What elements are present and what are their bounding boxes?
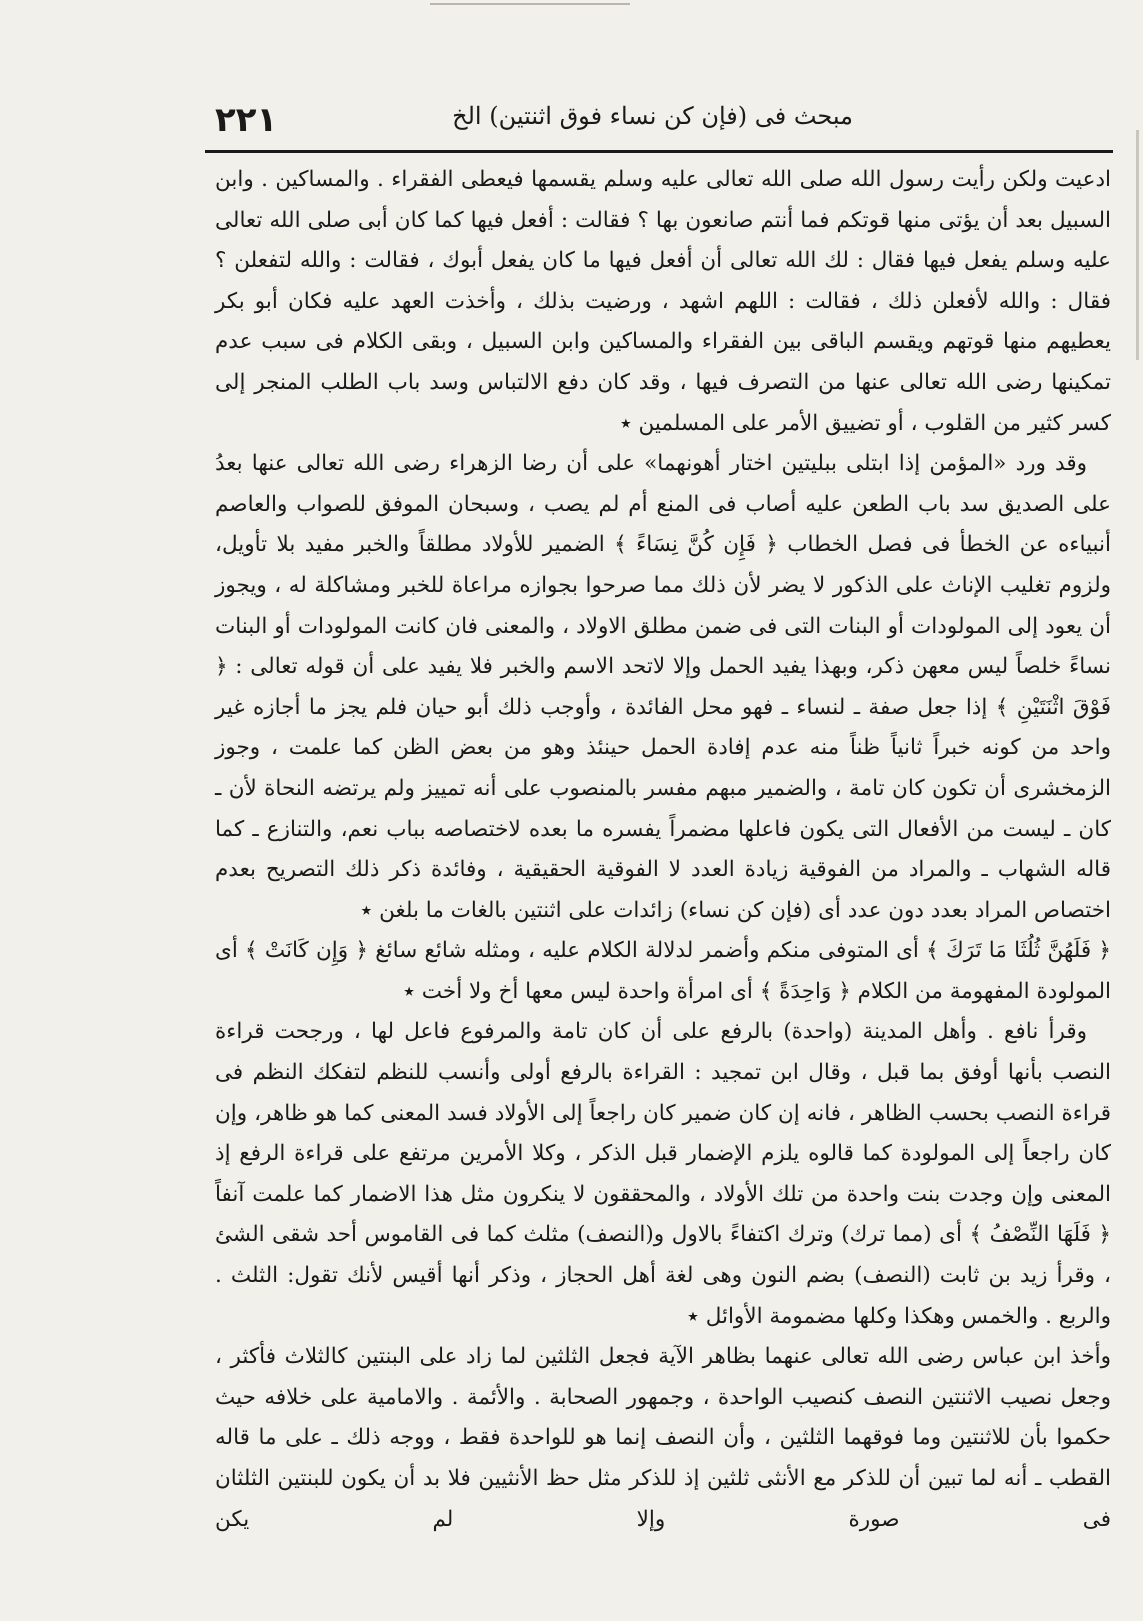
paragraph: ادعيت ولكن رأيت رسول الله صلى الله تعالى عليه وسلم يقسمها فيعطى الفقراء . والمساكين . وابن السبيل بعد أن يؤتى منها قوتكم فما أنتم صانعون بها ؟ فقالت : أفعل فيها كما كان أبى صلى الله تعالى عليه وسلم يفعل فيها فقال : لك الله تعالى أن أفعل فيها ما كان يفعل أبوك ، فقالت : والله لتفعلن ؟ فقال : والله لأفعلن ذلك ، فقالت : اللهم اشهد ، ورضيت بذلك ، وأخذت العهد عليه فكان أبو بكر يعطيهم منها قوتهم ويقسم الباقى بين الفقراء والمساكين وابن السبيل ، وبقى الكلام فى سبب عدم تمكينها رضى الله تعالى عنها من التصرف فيها ، وقد كان دفع الالتباس وسد باب الطلب المنجر إلى كسر كثير من القلوب ، أو تضييق الأمر على المسلمين ٭ [215,167,1111,436]
paragraph: وأخذ ابن عباس رضى الله تعالى عنهما بظاهر الآية فجعل الثلثين لما زاد على البنتين كالثلاث فأكثر ، وجعل نصيب الاثنتين النصف كنصيب الواحدة ، وجمهور الصحابة . والأئمة . والامامية على خلافه حيث حكموا بأن للاثنتين وما فوقهما الثلثين ، وأن النصف إنما هو للواحدة فقط ، ووجه ذلك ـ على ما قاله القطب ـ أنه لما تبين أن للذكر مع الأنثى ثلثين إذ للذكر مثل حظ الأنثيين فلا بد أن يكون للبنتين الثلثان فى صورة وإلا لم يكن [215,1344,1111,1532]
scan-edge-line [430,3,630,5]
paragraph: وقد ورد «المؤمن إذا ابتلى ببليتين اختار أهونهما» على أن رضا الزهراء رضى الله تعالى عنها بعدُ على الصديق سد باب الطعن عليه أصاب فى المنع أم لم يصب ، وسبحان الموفق للصواب والعاصم أنبياءه عن الخطأ فى فصل الخطاب ﴿ فَإِن كُنَّ نِسَاءً ﴾ الضمير للأولاد مطلقاً والخبر مفيد بلا تأويل، ولزوم تغليب الإناث على الذكور لا يضر لأن ذلك مما صرحوا بجوازه مراعاة للخبر ومشاكلة له ، ويجوز أن يعود إلى المولودات أو البنات التى فى ضمن مطلق الاولاد ، والمعنى فان كانت المولودات أو البنات نساءً خلصاً ليس معهن ذكر، وبهذا يفيد الحمل وإلا لاتحد الاسم والخبر فلا يفيد على أن قوله تعالى : ﴿ فَوْقَ اثْنَتَيْنِ ﴾ إذا جعل صفة ـ لنساء ـ فهو محل الفائدة ، وأوجب ذلك أبو حيان فلم يجز ما أجازه غير واحد من كونه خبراً ثانياً ظناً منه عدم إفادة الحمل حينئذ وهو من بعض الظن كما علمت ، وجوز الزمخشرى أن تكون كان تامة ، والضمير مبهم مفسر بالمنصوب على أنه تمييز ولم يرتضه النحاة لأن ـ كان ـ ليست من الأفعال التى يكون فاعلها مضمراً يفسره ما بعده لاختصاصه بباب نعم، والتنازع ـ كما قاله الشهاب ـ والمراد من الفوقية زيادة العدد لا الفوقية الحقيقية ، وفائدة ذكر ذلك التصريح بعدم اختصاص المراد بعدد دون عدد أى (فإن كن نساء) زائدات على اثنتين بالغات ما بلغن ٭ [215,451,1111,923]
running-title: مبحث فى (فإن كن نساء فوق اثنتين) الخ [452,102,853,130]
paragraph: ﴿ فَلَهُنَّ ثُلُثَا مَا تَرَكَ ﴾ أى المتوفى منكم وأضمر لدلالة الكلام عليه ، ومثله شائع سائغ ﴿ وَإِن كَانَتْ ﴾ أى المولودة المفهومة من الكلام ﴿ وَاحِدَةً ﴾ أى امرأة واحدة ليس معها أخ ولا أخت ٭ [215,938,1111,1004]
header-rule [205,150,1113,153]
main-text [215,160,1111,1540]
scan-edge-shadow [1136,130,1139,360]
page-number: ٢٢١ [215,100,278,140]
page-header [205,92,1113,154]
paragraph: وقرأ نافع . وأهل المدينة (واحدة) بالرفع على أن كان تامة والمرفوع فاعل لها ، ورجحت قراءة النصب بأنها أوفق بما قبل ، وقال ابن تمجيد : القراءة بالرفع أولى وأنسب للنظم لتفكك النظم فى قراءة النصب بحسب الظاهر ، فانه إن كان ضمير كان راجعاً إلى الأولاد فسد المعنى كما هو ظاهر، وإن كان راجعاً إلى المولودة كما قالوه يلزم الإضمار قبل الذكر ، وكلا الأمرين مرتفع على قراءة الرفع إذ المعنى وإن وجدت بنت واحدة من تلك الأولاد ، والمحققون لا ينكرون مثل هذا الاضمار كما علمت آنفاً ﴿ فَلَهَا النِّصْفُ ﴾ أى (مما ترك) وترك اكتفاءً بالاول و(النصف) مثلث كما فى القاموس أحد شقى الشئ ، وقرأ زيد بن ثابت (النصف) بضم النون وهى لغة أهل الحجاز ، وذكر أنها أقيس لأنك تقول: الثلث . والربع . والخمس وهكذا وكلها مضمومة الأوائل ٭ [215,1019,1111,1329]
